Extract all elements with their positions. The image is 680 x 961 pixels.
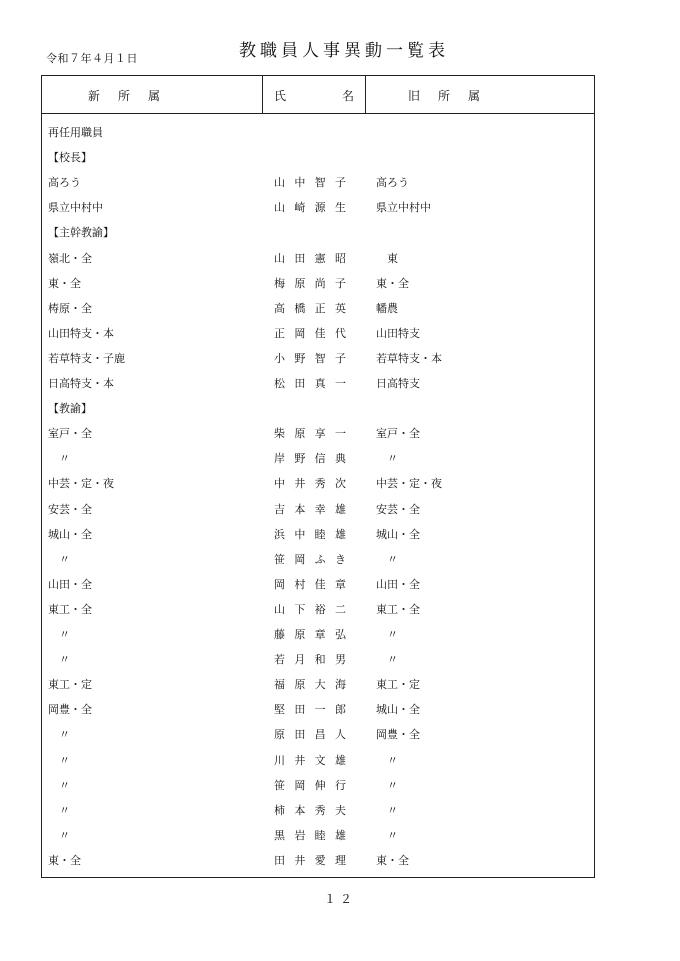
table-row xyxy=(42,446,594,471)
old-affiliation: 〃 xyxy=(376,628,398,641)
person-name: 岡 村 佳 章 xyxy=(274,577,346,591)
old-affiliation: 〃 xyxy=(376,552,398,566)
old-affiliation: 〃 xyxy=(376,778,398,792)
person-name: 山 下 裕 二 xyxy=(274,602,346,616)
old-affiliation: 山田特支 xyxy=(376,326,420,340)
new-affiliation: 梼原・全 xyxy=(48,301,92,315)
old-affiliation: 安芸・全 xyxy=(376,502,420,516)
old-affiliation: 幡農 xyxy=(376,301,398,315)
person-name: 柴 原 享 一 xyxy=(274,427,346,441)
old-affiliation: 〃 xyxy=(376,803,398,817)
old-affiliation: 〃 xyxy=(376,653,398,667)
new-affiliation: 〃 xyxy=(48,653,70,667)
table-row xyxy=(42,597,594,622)
new-affiliation: 岡豊・全 xyxy=(48,703,92,717)
header-new-affiliation: 新所属 xyxy=(88,89,179,103)
person-name: 笹 岡 伸 行 xyxy=(274,778,346,792)
person-name: 中 井 秀 次 xyxy=(274,477,346,491)
old-affiliation: 日高特支 xyxy=(376,377,420,390)
new-affiliation: 中芸・定・夜 xyxy=(48,477,114,491)
table-row xyxy=(42,195,594,220)
old-affiliation: 県立中村中 xyxy=(376,201,431,215)
table-row xyxy=(42,371,594,396)
table-row xyxy=(42,170,594,195)
new-affiliation: 〃 xyxy=(48,803,70,817)
person-name: 堅 田 一 郎 xyxy=(274,703,346,717)
person-name: 原 田 昌 人 xyxy=(274,728,346,742)
person-name: 山 中 智 子 xyxy=(274,176,346,190)
new-affiliation: 若草特支・子鹿 xyxy=(48,351,125,365)
section-heading xyxy=(42,145,594,170)
person-name: 藤 原 章 弘 xyxy=(274,628,346,641)
page-number: １２ xyxy=(323,892,356,906)
new-affiliation: 東工・全 xyxy=(48,602,92,616)
old-affiliation: 〃 xyxy=(376,452,398,466)
old-affiliation: 城山・全 xyxy=(376,703,420,717)
new-affiliation: 城山・全 xyxy=(48,527,92,541)
new-affiliation: 県立中村中 xyxy=(48,201,103,215)
section-label: 【主幹教諭】 xyxy=(48,226,114,240)
header-divider-1 xyxy=(262,76,263,114)
table-row xyxy=(42,622,594,647)
new-affiliation: 山田特支・本 xyxy=(48,326,114,340)
table-row xyxy=(42,572,594,597)
table-row xyxy=(42,522,594,547)
person-name: 松 田 真 一 xyxy=(274,377,346,390)
header-name-given: 名 xyxy=(341,89,354,103)
section-label: 【教諭】 xyxy=(48,402,92,416)
transfer-table xyxy=(41,75,595,878)
new-affiliation: 高ろう xyxy=(48,176,81,190)
person-name: 浜 中 睦 雄 xyxy=(274,527,346,541)
table-row xyxy=(42,421,594,446)
old-affiliation: 岡豊・全 xyxy=(376,728,420,742)
person-name: 正 岡 佳 代 xyxy=(274,326,346,340)
old-affiliation: 東・全 xyxy=(376,853,409,867)
new-affiliation: 〃 xyxy=(48,753,70,767)
old-affiliation: 室戸・全 xyxy=(376,427,420,441)
new-affiliation: 〃 xyxy=(48,452,70,466)
section-label: 【校長】 xyxy=(48,151,92,165)
new-affiliation: 東・全 xyxy=(48,853,81,867)
table-row xyxy=(42,672,594,697)
header-old-affiliation: 旧所属 xyxy=(408,89,499,103)
table-row xyxy=(42,773,594,798)
old-affiliation: 東工・定 xyxy=(376,678,420,692)
new-affiliation: 日高特支・本 xyxy=(48,377,114,390)
table-row xyxy=(42,848,594,873)
new-affiliation: 〃 xyxy=(48,828,70,842)
new-affiliation: 東・全 xyxy=(48,276,81,290)
section-heading xyxy=(42,220,594,245)
new-affiliation: 〃 xyxy=(48,728,70,742)
header-name-surname: 氏 xyxy=(274,89,287,103)
document-date: 令和７年４月１日 xyxy=(46,52,138,65)
old-affiliation: 東工・全 xyxy=(376,602,420,616)
table-row xyxy=(42,722,594,747)
table-row xyxy=(42,497,594,522)
person-name: 高 橋 正 英 xyxy=(274,301,346,315)
table-header xyxy=(42,76,594,114)
table-row xyxy=(42,296,594,321)
new-affiliation: 山田・全 xyxy=(48,577,92,591)
new-affiliation: 安芸・全 xyxy=(48,502,92,516)
header-divider-2 xyxy=(365,76,366,114)
person-name: 山 崎 源 生 xyxy=(274,201,346,215)
person-name: 柿 本 秀 夫 xyxy=(274,803,346,817)
person-name: 笹 岡 ふ き xyxy=(274,552,346,566)
new-affiliation: 室戸・全 xyxy=(48,427,92,441)
old-affiliation: 山田・全 xyxy=(376,577,420,591)
table-row xyxy=(42,547,594,572)
person-name: 川 井 文 雄 xyxy=(274,753,346,767)
person-name: 山 田 憲 昭 xyxy=(274,251,346,265)
person-name: 田 井 愛 理 xyxy=(274,853,346,867)
person-name: 吉 本 幸 雄 xyxy=(274,502,346,516)
section-heading xyxy=(42,120,594,145)
table-row xyxy=(42,246,594,271)
table-row xyxy=(42,346,594,371)
table-row xyxy=(42,271,594,296)
new-affiliation: 〃 xyxy=(48,552,70,566)
new-affiliation: 東工・定 xyxy=(48,678,92,692)
table-row xyxy=(42,798,594,823)
table-row xyxy=(42,748,594,773)
person-name: 福 原 大 海 xyxy=(274,678,346,692)
old-affiliation: 城山・全 xyxy=(376,527,420,541)
person-name: 梅 原 尚 子 xyxy=(274,276,346,290)
person-name: 黒 岩 睦 雄 xyxy=(274,828,346,842)
person-name: 若 月 和 男 xyxy=(274,653,346,667)
old-affiliation: 〃 xyxy=(376,828,398,842)
section-label: 再任用職員 xyxy=(48,126,103,139)
old-affiliation: 東 xyxy=(376,251,398,265)
table-row xyxy=(42,647,594,672)
table-row xyxy=(42,697,594,722)
new-affiliation: 嶺北・全 xyxy=(48,251,92,265)
person-name: 小 野 智 子 xyxy=(274,351,346,365)
old-affiliation: 中芸・定・夜 xyxy=(376,477,442,491)
new-affiliation: 〃 xyxy=(48,778,70,792)
old-affiliation: 〃 xyxy=(376,753,398,767)
old-affiliation: 東・全 xyxy=(376,276,409,290)
section-heading xyxy=(42,396,594,421)
table-row xyxy=(42,471,594,496)
old-affiliation: 高ろう xyxy=(376,176,409,190)
table-row xyxy=(42,321,594,346)
old-affiliation: 若草特支・本 xyxy=(376,351,442,365)
person-name: 岸 野 信 典 xyxy=(274,452,346,466)
table-row xyxy=(42,823,594,848)
document-title: 教職員人事異動一覧表 xyxy=(239,41,449,61)
new-affiliation: 〃 xyxy=(48,628,70,641)
